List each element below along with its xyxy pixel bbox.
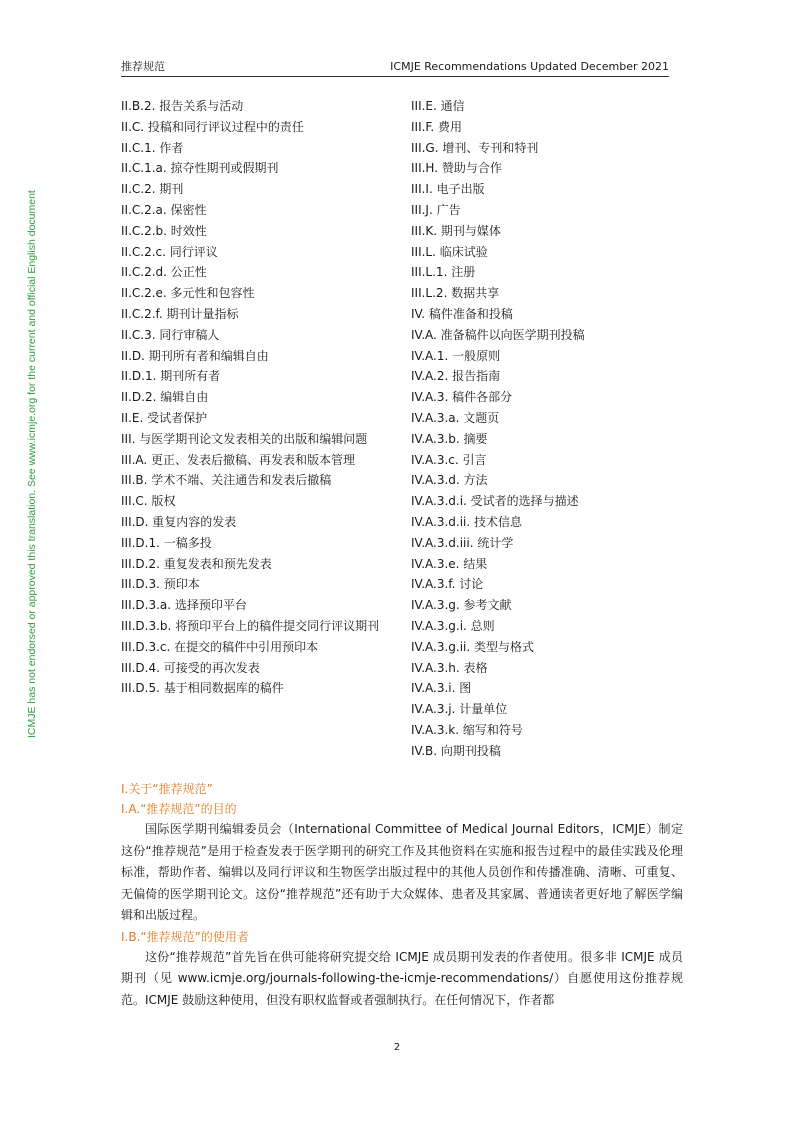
toc-item[interactable]: IV. 稿件准备和投稿 <box>411 306 513 321</box>
toc-item[interactable]: IV.A.3.d.i. 受试者的选择与描述 <box>411 494 579 509</box>
toc-item[interactable]: IV.A.3.f. 讨论 <box>411 577 484 592</box>
toc-item[interactable]: III.D.3.b. 将预印平台上的稿件提交同行评议期刊 <box>121 618 380 633</box>
toc-item[interactable]: II.C.2.c. 同行评议 <box>121 244 218 259</box>
toc-item[interactable]: III.L.2. 数据共享 <box>411 286 500 301</box>
toc-item[interactable]: IV.A.3.b. 摘要 <box>411 431 488 446</box>
toc-item[interactable]: IV.B. 向期刊投稿 <box>411 743 501 758</box>
toc-item[interactable]: III.I. 电子出版 <box>411 182 485 197</box>
header-title: 推荐规范 <box>121 60 165 73</box>
toc-item[interactable]: III.D. 重复内容的发表 <box>121 514 237 529</box>
toc-item[interactable]: III.D.3. 预印本 <box>121 577 200 592</box>
toc-item[interactable]: IV.A.3.c. 引言 <box>411 452 487 467</box>
toc-item[interactable]: III.H. 赞助与合作 <box>411 161 502 176</box>
toc-item[interactable]: II.D.2. 编辑自由 <box>121 390 209 405</box>
toc-item[interactable]: IV.A.3.h. 表格 <box>411 660 488 675</box>
toc-item[interactable]: IV.A.3.j. 计量单位 <box>411 702 508 717</box>
toc-item[interactable]: IV.A.2. 报告指南 <box>411 369 501 384</box>
toc-item[interactable]: III.D.4. 可接受的再次发表 <box>121 660 260 675</box>
toc-item[interactable]: III.K. 期刊与媒体 <box>411 223 501 238</box>
toc-item[interactable]: IV.A.3. 稿件各部分 <box>411 390 513 405</box>
toc-item[interactable]: IV.A.3.g.ii. 类型与格式 <box>411 639 535 654</box>
header-subtitle: ICMJE Recommendations Updated December 2021 <box>390 60 669 73</box>
toc-item[interactable]: II.E. 受试者保护 <box>121 410 208 425</box>
toc-item[interactable]: II.C.2.a. 保密性 <box>121 202 207 217</box>
toc-item[interactable]: IV.A. 准备稿件以向医学期刊投稿 <box>411 327 585 342</box>
toc-item[interactable]: IV.A.3.i. 图 <box>411 681 472 696</box>
subsection-heading-a: I.A.“推荐规范”的目的 <box>121 802 237 816</box>
toc-item[interactable]: IV.A.1. 一般原则 <box>411 348 501 363</box>
toc-item[interactable]: III.D.2. 重复发表和预先发表 <box>121 556 272 571</box>
toc-item[interactable]: IV.A.3.d.ii. 技术信息 <box>411 514 523 529</box>
toc-item[interactable]: III. 与医学期刊论文发表相关的出版和编辑问题 <box>121 431 368 446</box>
toc-item[interactable]: II.C.2. 期刊 <box>121 182 184 197</box>
toc-item[interactable]: IV.A.3.g.i. 总则 <box>411 618 495 633</box>
toc-item[interactable]: II.D. 期刊所有者和编辑自由 <box>121 348 269 363</box>
toc-item[interactable]: IV.A.3.k. 缩写和符号 <box>411 722 523 737</box>
toc-item[interactable]: II.B.2. 报告关系与活动 <box>121 99 244 113</box>
disclaimer-side-note: ICMJE has not endorsed or approved this translation. See www.icmje.org for the current and official English document <box>26 190 38 738</box>
toc-item[interactable]: III.L. 临床试验 <box>411 244 488 259</box>
toc-item[interactable]: IV.A.3.d.iii. 统计学 <box>411 535 514 550</box>
toc-item[interactable]: II.D.1. 期刊所有者 <box>121 369 221 384</box>
page-header <box>121 58 669 77</box>
toc-item[interactable]: III.E. 通信 <box>411 99 465 113</box>
toc-item[interactable]: II.C.2.e. 多元性和包容性 <box>121 286 255 301</box>
toc-item[interactable]: III.J. 广告 <box>411 202 461 217</box>
paragraph-a: 国际医学期刊编辑委员会（International Committee of Medical Journal Editors，ICMJE）制定这份“推荐规范”是用于检查发表于医学期刊的研究工作及其他资料在实施和报告过程中的最佳实践及伦理标准，帮助作者、编辑以及同行评议和生物医学出版过程中的其他人员创作和传播准确、清晰、可重复、无偏倚的医学期刊论文。这份“推荐规范”还有助于大众媒体、患者及其家属、普通读者更好地了解医学编辑和出版过程。 <box>121 822 683 922</box>
toc-left-column <box>121 96 389 699</box>
toc-item[interactable]: IV.A.3.e. 结果 <box>411 556 488 571</box>
toc-item[interactable]: III.D.3.a. 选择预印平台 <box>121 598 247 613</box>
toc-item[interactable]: II.C. 投稿和同行评议过程中的责任 <box>121 119 304 134</box>
toc-item[interactable]: III.G. 增刊、专刊和特刊 <box>411 140 539 155</box>
toc-item[interactable]: III.D.3.c. 在提交的稿件中引用预印本 <box>121 639 319 654</box>
toc-item[interactable]: III.F. 费用 <box>411 119 463 134</box>
toc-item[interactable]: IV.A.3.a. 文题页 <box>411 410 500 425</box>
toc-item[interactable]: III.B. 学术不端、关注通告和发表后撤稿 <box>121 473 332 488</box>
section-body <box>121 779 683 1011</box>
toc-item[interactable]: II.C.1.a. 掠夺性期刊或假期刊 <box>121 161 279 176</box>
toc-item[interactable]: III.D.5. 基于相同数据库的稿件 <box>121 681 284 696</box>
toc-item[interactable]: II.C.2.f. 期刊计量指标 <box>121 306 239 321</box>
toc-item[interactable]: II.C.2.d. 公正性 <box>121 265 207 280</box>
toc-item[interactable]: II.C.2.b. 时效性 <box>121 223 207 238</box>
toc-item[interactable]: III.D.1. 一稿多投 <box>121 535 212 550</box>
section-heading: I.关于“推荐规范” <box>121 782 213 796</box>
toc-right-column <box>411 96 681 762</box>
paragraph-b: 这份“推荐规范”首先旨在供可能将研究提交给 ICMJE 成员期刊发表的作者使用。很多非 ICMJE 成员期刊（见 www.icmje.org/journals-following-the-icmje-recommendations/）自愿使用这份推荐规范。ICMJE 鼓励这种使用，但没有职权监督或者强制执行。在任何情况下，作者都 <box>121 949 683 1007</box>
toc-item[interactable]: II.C.3. 同行审稿人 <box>121 327 220 342</box>
toc-item[interactable]: IV.A.3.d. 方法 <box>411 473 488 488</box>
toc-item[interactable]: III.A. 更正、发表后撤稿、再发表和版本管理 <box>121 452 356 467</box>
toc-item[interactable]: II.C.1. 作者 <box>121 140 184 155</box>
toc-item[interactable]: III.L.1. 注册 <box>411 265 476 280</box>
subsection-heading-b: I.B.“推荐规范”的使用者 <box>121 929 249 944</box>
toc-item[interactable]: IV.A.3.g. 参考文献 <box>411 598 512 613</box>
page-number: 2 <box>393 1042 401 1053</box>
toc-item[interactable]: III.C. 版权 <box>121 494 176 509</box>
